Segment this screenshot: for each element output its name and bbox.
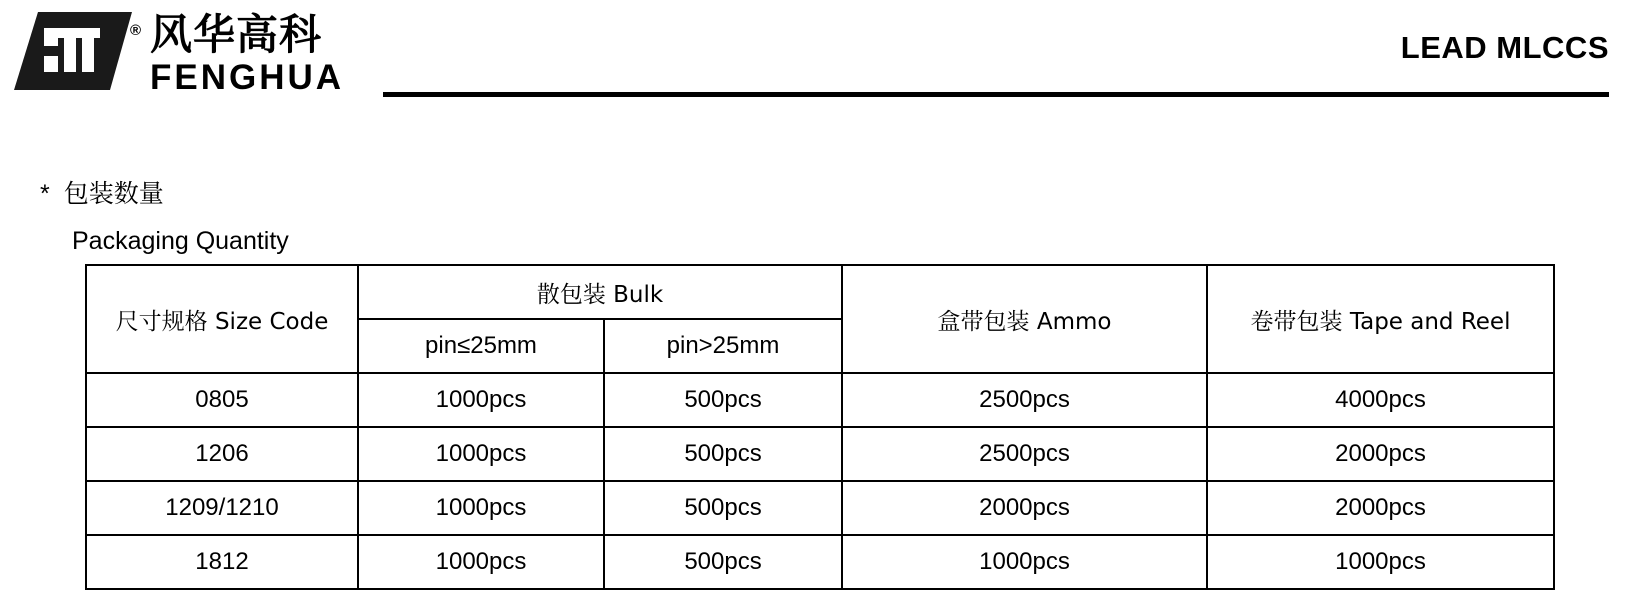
cell-ammo: 1000pcs bbox=[842, 535, 1207, 589]
column-header-bulk-pin-gt-25mm: pin>25mm bbox=[604, 319, 842, 373]
header-divider bbox=[383, 92, 1609, 97]
cell-tape-and-reel: 2000pcs bbox=[1207, 427, 1554, 481]
cell-bulk-pin-le-25mm: 1000pcs bbox=[358, 481, 604, 535]
cell-tape-and-reel: 1000pcs bbox=[1207, 535, 1554, 589]
cell-bulk-pin-gt-25mm: 500pcs bbox=[604, 481, 842, 535]
registered-trademark-icon: ® bbox=[130, 22, 142, 39]
cell-size-code: 1812 bbox=[86, 535, 358, 589]
column-header-bulk-pin-le-25mm: pin≤25mm bbox=[358, 319, 604, 373]
table-row bbox=[86, 427, 1554, 481]
section-heading-en: Packaging Quantity bbox=[72, 227, 289, 255]
column-header-bulk: 散包装 Bulk bbox=[358, 265, 842, 319]
column-header-ammo: 盒带包装 Ammo bbox=[842, 265, 1207, 373]
table-row bbox=[86, 373, 1554, 427]
page-header bbox=[0, 0, 1637, 112]
section-heading-cn bbox=[40, 174, 164, 210]
cell-bulk-pin-le-25mm: 1000pcs bbox=[358, 535, 604, 589]
page-title: LEAD MLCCS bbox=[1400, 30, 1609, 65]
cell-bulk-pin-gt-25mm: 500pcs bbox=[604, 373, 842, 427]
fenghua-logo-icon bbox=[14, 12, 142, 90]
cell-bulk-pin-gt-25mm: 500pcs bbox=[604, 427, 842, 481]
cell-size-code: 0805 bbox=[86, 373, 358, 427]
company-logo bbox=[14, 12, 344, 95]
cell-ammo: 2500pcs bbox=[842, 373, 1207, 427]
cell-ammo: 2000pcs bbox=[842, 481, 1207, 535]
cell-ammo: 2500pcs bbox=[842, 427, 1207, 481]
bullet-asterisk-icon: * bbox=[40, 180, 50, 208]
section-heading-cn-text: 包装数量 bbox=[63, 179, 164, 208]
cell-size-code: 1209/1210 bbox=[86, 481, 358, 535]
brand-name-en: FENGHUA bbox=[150, 58, 345, 97]
cell-tape-and-reel: 4000pcs bbox=[1207, 373, 1554, 427]
cell-bulk-pin-gt-25mm: 500pcs bbox=[604, 535, 842, 589]
column-header-size-code: 尺寸规格 Size Code bbox=[86, 265, 358, 373]
cell-bulk-pin-le-25mm: 1000pcs bbox=[358, 373, 604, 427]
table-row bbox=[86, 481, 1554, 535]
table-header-row bbox=[86, 265, 1554, 319]
cell-tape-and-reel: 2000pcs bbox=[1207, 481, 1554, 535]
brand-name-cn: 风华高科 bbox=[150, 10, 323, 59]
column-header-tape-and-reel: 卷带包装 Tape and Reel bbox=[1207, 265, 1554, 373]
packaging-quantity-table bbox=[85, 264, 1555, 590]
cell-bulk-pin-le-25mm: 1000pcs bbox=[358, 427, 604, 481]
table-row bbox=[86, 535, 1554, 589]
cell-size-code: 1206 bbox=[86, 427, 358, 481]
